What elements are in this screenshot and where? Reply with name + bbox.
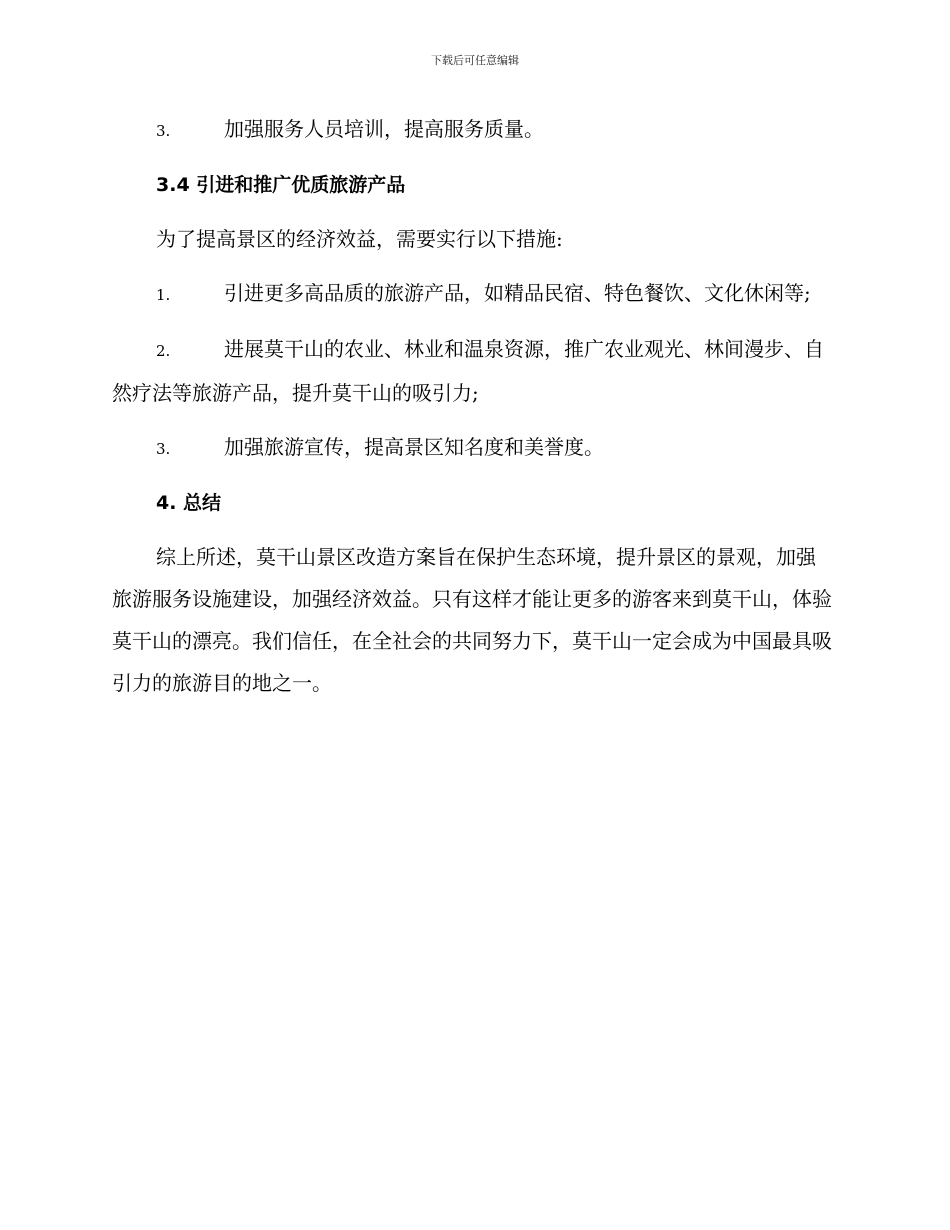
list-item-number: 3. bbox=[156, 122, 171, 140]
section-heading: 4. 总结 bbox=[156, 492, 222, 514]
summary-paragraph: 综上所述，莫干山景区改造方案旨在保护生态环境，提升景区的景观，加强旅游服务设施建设，加强经济效益。只有这样才能让更多的游客来到莫干山，体验莫干山的漂亮。我们信任，在全社会的共同努力下，莫干山一定会成为中国最具吸引力的旅游目的地之一。 bbox=[112, 545, 832, 695]
document-body bbox=[112, 108, 832, 716]
list-item bbox=[112, 272, 832, 316]
section-intro: 为了提高景区的经济效益，需要实行以下措施: bbox=[156, 227, 563, 251]
list-item-text: 进展莫干山的农业、林业和温泉资源，推广农业观光、林间漫步、自然疗法等旅游产品，提升莫干山的吸引力; bbox=[112, 337, 824, 405]
list-item-text: 加强旅游宣传，提高景区知名度和美誉度。 bbox=[224, 435, 604, 459]
list-item bbox=[112, 426, 832, 470]
list-item-text: 引进更多高品质的旅游产品，如精品民宿、特色餐饮、文化休闲等; bbox=[224, 281, 811, 305]
list-item bbox=[112, 328, 832, 414]
list-item-number: 2. bbox=[156, 342, 171, 360]
list-item-number: 1. bbox=[156, 286, 171, 304]
list-item bbox=[112, 108, 832, 152]
list-item-number: 3. bbox=[156, 440, 171, 458]
list-item-text: 加强服务人员培训，提高服务质量。 bbox=[224, 117, 544, 141]
page-header: 下载后可任意编辑 bbox=[431, 54, 519, 67]
section-heading: 3.4 引进和推广优质旅游产品 bbox=[156, 174, 406, 196]
